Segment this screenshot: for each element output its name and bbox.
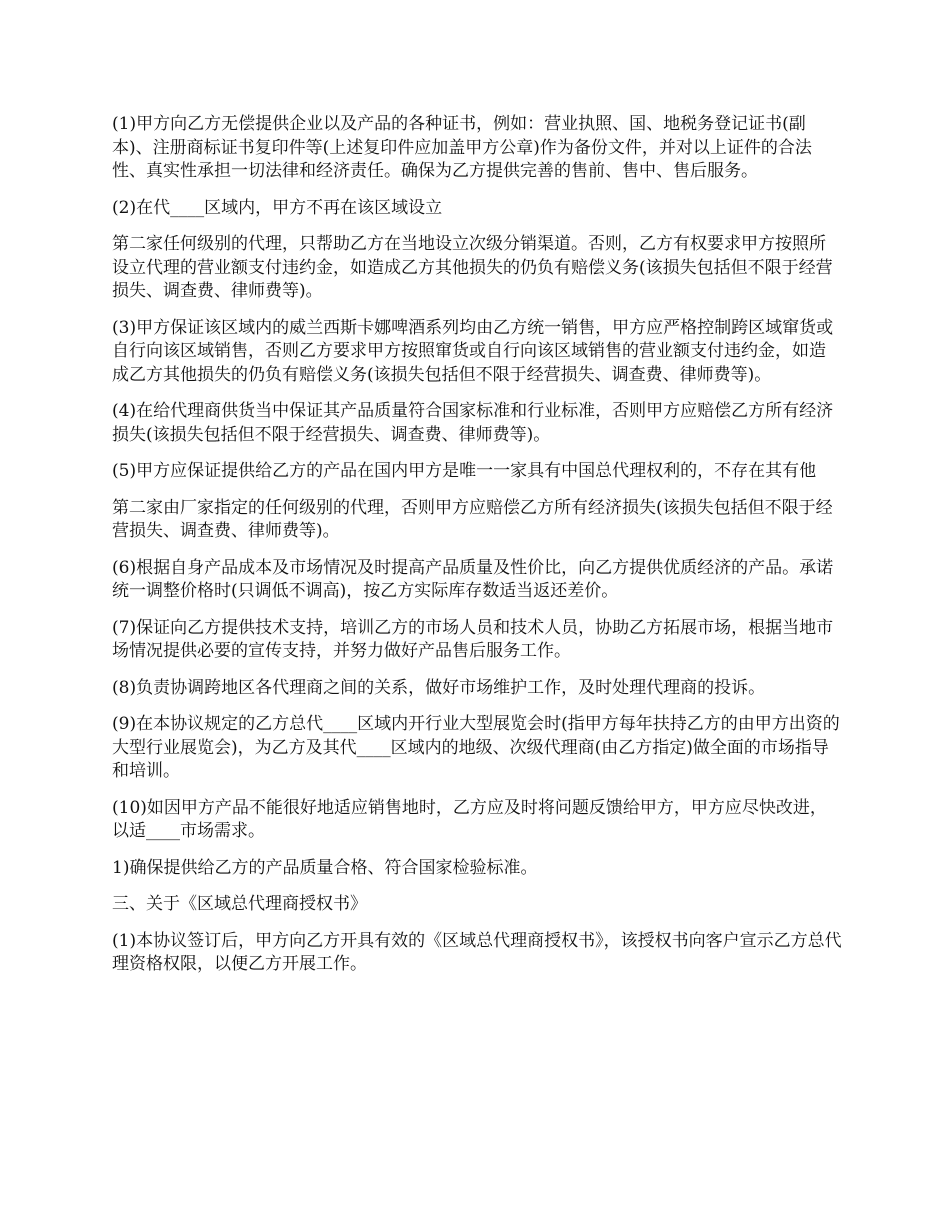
paragraph-3: 第二家任何级别的代理，只帮助乙方在当地设立次级分销渠道。否则，乙方有权要求甲方按照所设立代理的营业额支付违约金，如造成乙方其他损失的仍负有赔偿义务(该损失包括但不限于经营损失、调查费、律师费等)。 <box>112 234 833 301</box>
paragraph-6: (5)甲方应保证提供给乙方的产品在国内甲方是唯一一家具有中国总代理权利的，不存在其有他 <box>112 461 817 481</box>
paragraph-10: (8)负责协调跨地区各代理商之间的关系，做好市场维护工作，及时处理代理商的投诉。 <box>112 677 766 698</box>
paragraph-15: (1)本协议签订后，甲方向乙方开具有效的《区域总代理商授权书》，该授权书向客户宣示乙方总代理资格权限，以便乙方开展工作。 <box>112 930 842 974</box>
paragraph-2: (2)在代____区域内，甲方不再在该区域设立 <box>112 197 443 218</box>
paragraph-4: (3)甲方保证该区域内的威兰西斯卡娜啤酒系列均由乙方统一销售，甲方应严格控制跨区域窜货或自行向该区域销售，否则乙方要求甲方按照窜货或自行向该区域销售的营业额支付违约金，如造成乙方其他损失的仍负有赔偿义务(该损失包括但不限于经营损失、调查费、律师费等)。 <box>112 317 834 385</box>
paragraph-1: (1)甲方向乙方无偿提供企业以及产品的各种证书，例如：营业执照、国、地税务登记证书(副本)、注册商标证书复印件等(上述复印件应加盖甲方公章)作为备份文件，并对以上证件的合法性、真实性承担一切法律和经济责任。确保为乙方提供完善的售前、售中、售后服务。 <box>112 114 812 181</box>
paragraph-12: (10)如因甲方产品不能很好地适应销售地时，乙方应及时将问题反馈给甲方，甲方应尽快改进，以适____市场需求。 <box>112 797 827 841</box>
document-body <box>112 113 842 990</box>
paragraph-11: (9)在本协议规定的乙方总代____区域内开行业大型展览会时(指甲方每年扶持乙方的由甲方出资的大型行业展览会)，为乙方及其代____区域内的地级、次级代理商(由乙方指定)做全面的市场指导和培训。 <box>112 714 840 781</box>
paragraph-9: (7)保证向乙方提供技术支持，培训乙方的市场人员和技术人员，协助乙方拓展市场，根据当地市场情况提供必要的宣传支持，并努力做好产品售后服务工作。 <box>112 617 834 661</box>
paragraph-8: (6)根据自身产品成本及市场情况及时提高产品质量及性价比，向乙方提供优质经济的产品。承诺统一调整价格时(只调低不调高)，按乙方实际库存数适当返还差价。 <box>112 557 834 601</box>
section-heading: 三、关于《区域总代理商授权书》 <box>112 894 367 914</box>
paragraph-7: 第二家由厂家指定的任何级别的代理，否则甲方应赔偿乙方所有经济损失(该损失包括但不限于经营损失、调查费、律师费等)。 <box>112 497 833 541</box>
paragraph-13: 1)确保提供给乙方的产品质量合格、符合国家检验标准。 <box>112 857 538 878</box>
paragraph-5: (4)在给代理商供货当中保证其产品质量符合国家标准和行业标准，否则甲方应赔偿乙方所有经济损失(该损失包括但不限于经营损失、调查费、律师费等)。 <box>112 401 834 445</box>
